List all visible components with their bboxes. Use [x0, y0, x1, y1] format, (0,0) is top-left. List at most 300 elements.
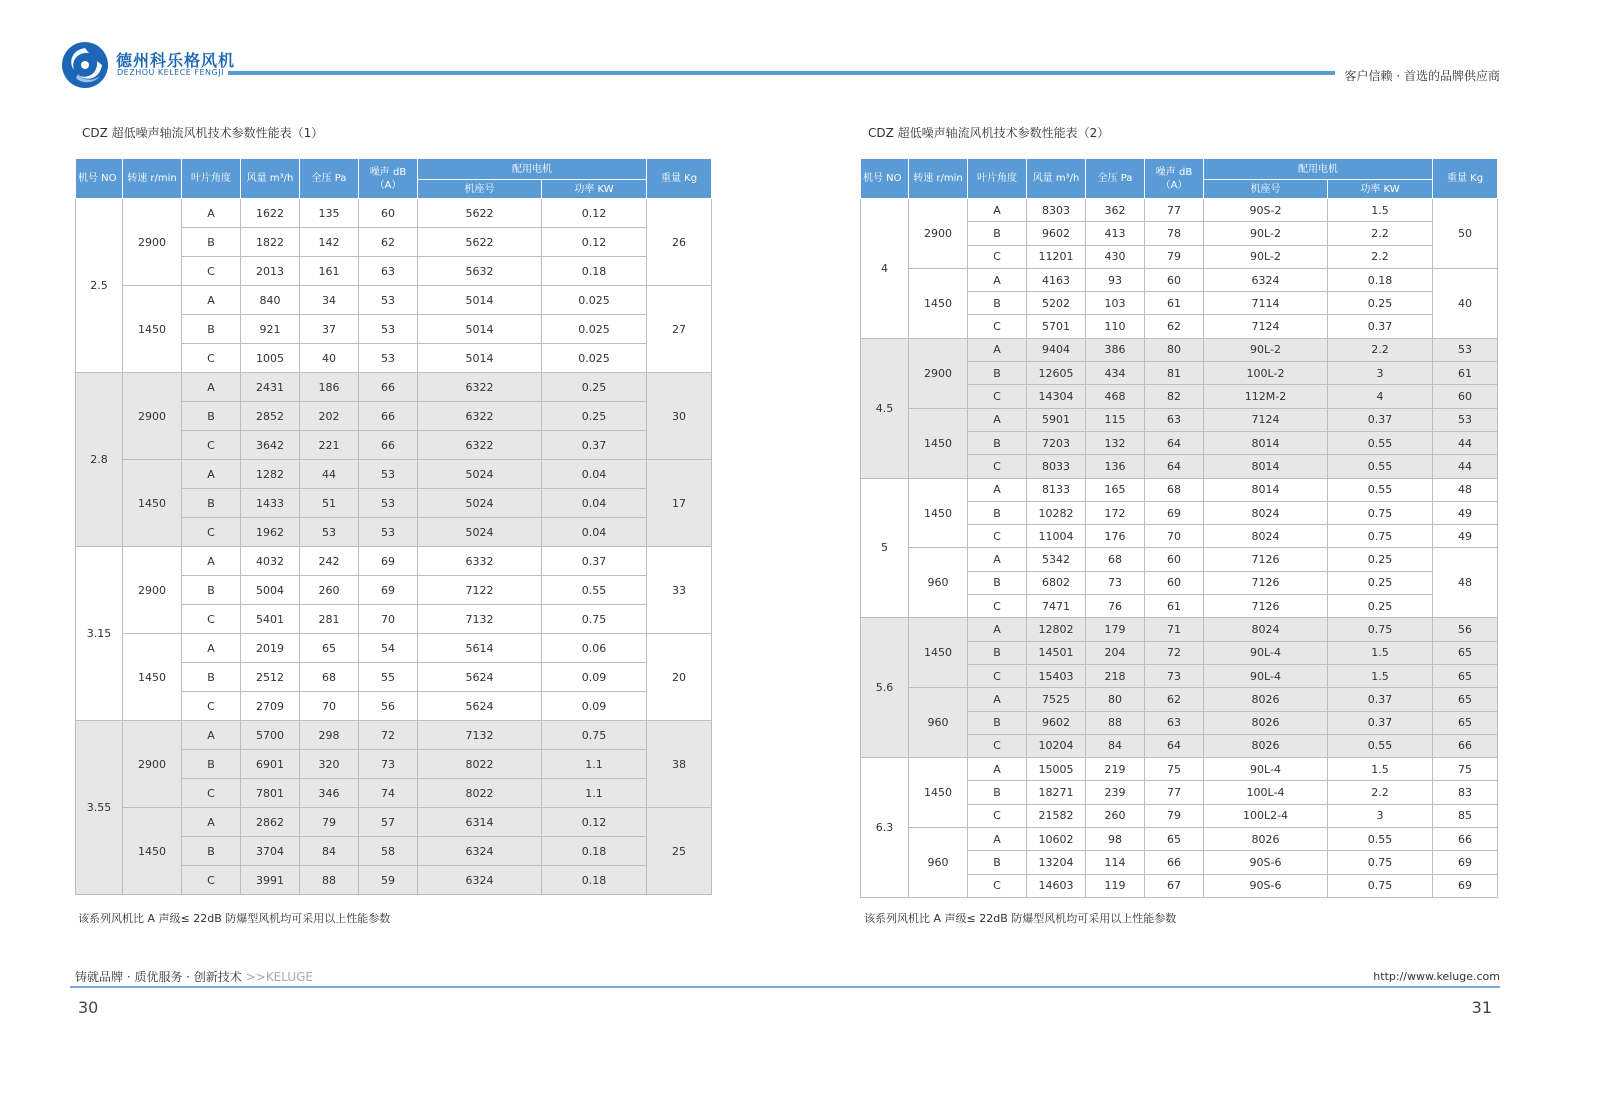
cell-power: 0.75	[1328, 874, 1433, 897]
cell-pressure: 165	[1086, 478, 1145, 501]
cell-noise: 64	[1145, 734, 1204, 757]
cell-flow: 3704	[241, 837, 300, 866]
cell-frame: 5014	[418, 315, 542, 344]
cell-power: 0.55	[542, 576, 647, 605]
cell-pressure: 298	[300, 721, 359, 750]
cell-angle: A	[182, 373, 241, 402]
cell-speed: 1450	[909, 268, 968, 338]
cell-flow: 1622	[241, 199, 300, 228]
cell-angle: B	[968, 851, 1027, 874]
cell-speed: 2900	[123, 199, 182, 286]
cell-frame: 90S-2	[1204, 199, 1328, 222]
table-row	[861, 758, 1498, 781]
cell-frame: 7122	[418, 576, 542, 605]
company-logo	[62, 42, 108, 88]
cell-noise: 67	[1145, 874, 1204, 897]
cell-power: 0.09	[542, 663, 647, 692]
cell-flow: 10282	[1027, 501, 1086, 524]
col-header-motor: 配用电机	[418, 159, 647, 180]
cell-angle: B	[182, 750, 241, 779]
cell-noise: 79	[1145, 804, 1204, 827]
cell-flow: 1433	[241, 489, 300, 518]
cell-flow: 13204	[1027, 851, 1086, 874]
table-row	[861, 199, 1498, 222]
cell-noise: 66	[1145, 851, 1204, 874]
cell-power: 0.025	[542, 286, 647, 315]
cell-angle: A	[968, 408, 1027, 431]
cell-flow: 5342	[1027, 548, 1086, 571]
cell-noise: 59	[359, 866, 418, 895]
cell-pressure: 346	[300, 779, 359, 808]
cell-power: 4	[1328, 385, 1433, 408]
cell-speed: 960	[909, 548, 968, 618]
cell-pressure: 114	[1086, 851, 1145, 874]
cell-noise: 64	[1145, 455, 1204, 478]
cell-speed: 1450	[909, 478, 968, 548]
cell-weight: 65	[1433, 688, 1498, 711]
cell-pressure: 260	[1086, 804, 1145, 827]
cell-noise: 78	[1145, 222, 1204, 245]
cell-weight: 60	[1433, 385, 1498, 408]
table-row	[861, 268, 1498, 291]
cell-angle: B	[182, 576, 241, 605]
cell-frame: 8024	[1204, 618, 1328, 641]
cell-pressure: 37	[300, 315, 359, 344]
cell-power: 0.37	[542, 547, 647, 576]
cell-flow: 4163	[1027, 268, 1086, 291]
cell-flow: 2013	[241, 257, 300, 286]
cell-angle: B	[968, 641, 1027, 664]
cell-power: 1.5	[1328, 199, 1433, 222]
cell-flow: 5202	[1027, 292, 1086, 315]
cell-noise: 63	[359, 257, 418, 286]
cell-weight: 20	[647, 634, 712, 721]
cell-angle: A	[968, 828, 1027, 851]
cell-pressure: 84	[300, 837, 359, 866]
cell-no: 6.3	[861, 758, 909, 898]
col-header-power: 功率 KW	[1328, 180, 1433, 199]
footer-url-link[interactable]: http://www.keluge.com	[1373, 970, 1500, 983]
cell-pressure: 362	[1086, 199, 1145, 222]
cell-pressure: 320	[300, 750, 359, 779]
cell-noise: 60	[1145, 548, 1204, 571]
cell-frame: 100L-2	[1204, 362, 1328, 385]
col-header-noise: 噪声 dB（A）	[359, 159, 418, 199]
header-slogan: 客户信赖 · 首选的品牌供应商	[1344, 69, 1500, 83]
table-row	[76, 199, 712, 228]
cell-noise: 62	[1145, 315, 1204, 338]
cell-speed: 2900	[123, 721, 182, 808]
cell-pressure: 434	[1086, 362, 1145, 385]
cell-weight: 65	[1433, 711, 1498, 734]
cell-speed: 1450	[123, 808, 182, 895]
footer-divider	[70, 986, 1500, 988]
cell-pressure: 221	[300, 431, 359, 460]
cell-power: 2.2	[1328, 245, 1433, 268]
cell-angle: A	[968, 688, 1027, 711]
cell-frame: 90L-4	[1204, 664, 1328, 687]
cell-pressure: 73	[1086, 571, 1145, 594]
cell-speed: 1450	[123, 460, 182, 547]
cell-noise: 69	[359, 547, 418, 576]
cell-flow: 2862	[241, 808, 300, 837]
cell-flow: 10204	[1027, 734, 1086, 757]
cell-noise: 63	[1145, 408, 1204, 431]
cell-weight: 48	[1433, 548, 1498, 618]
cell-noise: 71	[1145, 618, 1204, 641]
col-header-noise: 噪声 dB（A）	[1145, 159, 1204, 199]
cell-flow: 18271	[1027, 781, 1086, 804]
cell-pressure: 132	[1086, 431, 1145, 454]
cell-frame: 6324	[1204, 268, 1328, 291]
cell-pressure: 70	[300, 692, 359, 721]
cell-weight: 30	[647, 373, 712, 460]
cell-no: 5.6	[861, 618, 909, 758]
cell-angle: C	[968, 315, 1027, 338]
cell-power: 0.09	[542, 692, 647, 721]
cell-angle: B	[182, 402, 241, 431]
cell-noise: 68	[1145, 478, 1204, 501]
cell-flow: 9404	[1027, 338, 1086, 361]
cell-weight: 66	[1433, 828, 1498, 851]
cell-frame: 90L-4	[1204, 758, 1328, 781]
cell-speed: 1450	[909, 408, 968, 478]
cell-flow: 15403	[1027, 664, 1086, 687]
table-row	[76, 460, 712, 489]
cell-frame: 6322	[418, 373, 542, 402]
col-header-no: 机号 NO	[861, 159, 909, 199]
cell-noise: 53	[359, 286, 418, 315]
cell-noise: 53	[359, 460, 418, 489]
cell-flow: 2512	[241, 663, 300, 692]
cell-angle: C	[968, 874, 1027, 897]
cell-noise: 61	[1145, 292, 1204, 315]
table-row	[861, 338, 1498, 361]
cell-angle: C	[182, 518, 241, 547]
cell-flow: 5901	[1027, 408, 1086, 431]
cell-flow: 8133	[1027, 478, 1086, 501]
cell-noise: 53	[359, 518, 418, 547]
cell-pressure: 136	[1086, 455, 1145, 478]
cell-frame: 6324	[418, 837, 542, 866]
cell-angle: B	[968, 222, 1027, 245]
table-title-1: CDZ 超低噪声轴流风机技术参数性能表（1）	[82, 126, 324, 140]
cell-frame: 90S-6	[1204, 874, 1328, 897]
cell-noise: 61	[1145, 595, 1204, 618]
cell-noise: 64	[1145, 431, 1204, 454]
cell-noise: 56	[359, 692, 418, 721]
cell-power: 0.25	[1328, 571, 1433, 594]
cell-frame: 7126	[1204, 571, 1328, 594]
col-header-flow: 风量 m³/h	[241, 159, 300, 199]
cell-weight: 85	[1433, 804, 1498, 827]
cell-power: 0.55	[1328, 828, 1433, 851]
cell-pressure: 84	[1086, 734, 1145, 757]
cell-weight: 26	[647, 199, 712, 286]
performance-table-2	[860, 158, 1498, 898]
cell-angle: B	[968, 501, 1027, 524]
cell-pressure: 242	[300, 547, 359, 576]
cell-flow: 15005	[1027, 758, 1086, 781]
cell-frame: 5622	[418, 228, 542, 257]
cell-pressure: 76	[1086, 595, 1145, 618]
cell-power: 2.2	[1328, 338, 1433, 361]
table-row	[76, 286, 712, 315]
col-header-frame: 机座号	[418, 180, 542, 199]
cell-frame: 8024	[1204, 525, 1328, 548]
cell-noise: 75	[1145, 758, 1204, 781]
cell-noise: 58	[359, 837, 418, 866]
cell-angle: B	[968, 781, 1027, 804]
cell-power: 0.55	[1328, 734, 1433, 757]
cell-angle: A	[968, 758, 1027, 781]
cell-power: 0.18	[542, 837, 647, 866]
cell-angle: B	[968, 571, 1027, 594]
cell-pressure: 53	[300, 518, 359, 547]
cell-pressure: 219	[1086, 758, 1145, 781]
cell-frame: 8026	[1204, 828, 1328, 851]
cell-angle: C	[182, 866, 241, 895]
table-title-2: CDZ 超低噪声轴流风机技术参数性能表（2）	[868, 126, 1110, 140]
table-row	[861, 828, 1498, 851]
cell-pressure: 430	[1086, 245, 1145, 268]
cell-angle: A	[968, 548, 1027, 571]
cell-noise: 66	[359, 402, 418, 431]
col-header-speed: 转速 r/min	[909, 159, 968, 199]
cell-frame: 6324	[418, 866, 542, 895]
cell-flow: 14304	[1027, 385, 1086, 408]
cell-angle: C	[182, 431, 241, 460]
cell-noise: 66	[359, 373, 418, 402]
cell-frame: 8026	[1204, 734, 1328, 757]
cell-noise: 77	[1145, 781, 1204, 804]
cell-power: 0.25	[1328, 595, 1433, 618]
cell-power: 0.75	[542, 605, 647, 634]
cell-power: 0.25	[1328, 548, 1433, 571]
table-row	[861, 478, 1498, 501]
cell-flow: 1962	[241, 518, 300, 547]
cell-noise: 60	[359, 199, 418, 228]
cell-weight: 25	[647, 808, 712, 895]
cell-flow: 9602	[1027, 222, 1086, 245]
cell-frame: 8026	[1204, 711, 1328, 734]
cell-pressure: 468	[1086, 385, 1145, 408]
cell-power: 0.75	[1328, 618, 1433, 641]
cell-weight: 17	[647, 460, 712, 547]
cell-weight: 48	[1433, 478, 1498, 501]
cell-flow: 2019	[241, 634, 300, 663]
cell-flow: 4032	[241, 547, 300, 576]
cell-flow: 2431	[241, 373, 300, 402]
cell-noise: 53	[359, 315, 418, 344]
cell-flow: 7471	[1027, 595, 1086, 618]
cell-pressure: 88	[1086, 711, 1145, 734]
cell-flow: 12802	[1027, 618, 1086, 641]
cell-power: 0.04	[542, 518, 647, 547]
cell-frame: 8022	[418, 779, 542, 808]
cell-noise: 82	[1145, 385, 1204, 408]
cell-noise: 65	[1145, 828, 1204, 851]
cell-noise: 81	[1145, 362, 1204, 385]
cell-power: 0.75	[542, 721, 647, 750]
cell-power: 1.1	[542, 750, 647, 779]
cell-weight: 53	[1433, 408, 1498, 431]
table-row	[861, 408, 1498, 431]
cell-frame: 8022	[418, 750, 542, 779]
cell-angle: A	[968, 199, 1027, 222]
cell-frame: 6322	[418, 402, 542, 431]
cell-weight: 44	[1433, 455, 1498, 478]
cell-power: 0.37	[542, 431, 647, 460]
cell-power: 0.18	[1328, 268, 1433, 291]
cell-angle: C	[968, 525, 1027, 548]
cell-frame: 90L-2	[1204, 222, 1328, 245]
cell-flow: 5004	[241, 576, 300, 605]
cell-power: 3	[1328, 804, 1433, 827]
col-header-weight: 重量 Kg	[647, 159, 712, 199]
table-row	[76, 634, 712, 663]
cell-power: 0.75	[1328, 501, 1433, 524]
cell-pressure: 68	[300, 663, 359, 692]
cell-pressure: 413	[1086, 222, 1145, 245]
cell-pressure: 179	[1086, 618, 1145, 641]
cell-no: 4	[861, 199, 909, 339]
cell-frame: 5024	[418, 518, 542, 547]
cell-frame: 8014	[1204, 455, 1328, 478]
cell-flow: 6901	[241, 750, 300, 779]
cell-pressure: 142	[300, 228, 359, 257]
cell-angle: A	[968, 338, 1027, 361]
cell-power: 0.75	[1328, 525, 1433, 548]
cell-power: 0.06	[542, 634, 647, 663]
cell-noise: 53	[359, 344, 418, 373]
cell-angle: C	[182, 779, 241, 808]
cell-frame: 5622	[418, 199, 542, 228]
cell-frame: 7126	[1204, 595, 1328, 618]
cell-frame: 5614	[418, 634, 542, 663]
cell-pressure: 79	[300, 808, 359, 837]
table-row	[76, 808, 712, 837]
col-header-no: 机号 NO	[76, 159, 123, 199]
cell-pressure: 98	[1086, 828, 1145, 851]
brand-name-cn: 德州科乐格风机	[116, 51, 236, 70]
cell-pressure: 44	[300, 460, 359, 489]
cell-flow: 5701	[1027, 315, 1086, 338]
cell-frame: 100L2-4	[1204, 804, 1328, 827]
table-row	[76, 547, 712, 576]
cell-weight: 69	[1433, 874, 1498, 897]
cell-frame: 7126	[1204, 548, 1328, 571]
cell-angle: B	[182, 489, 241, 518]
cell-noise: 62	[359, 228, 418, 257]
cell-power: 1.1	[542, 779, 647, 808]
cell-power: 0.37	[1328, 315, 1433, 338]
cell-speed: 960	[909, 688, 968, 758]
cell-power: 0.12	[542, 228, 647, 257]
cell-flow: 1282	[241, 460, 300, 489]
cell-frame: 6322	[418, 431, 542, 460]
table-row	[861, 688, 1498, 711]
cell-angle: A	[182, 634, 241, 663]
cell-weight: 66	[1433, 734, 1498, 757]
cell-angle: B	[968, 711, 1027, 734]
cell-flow: 9602	[1027, 711, 1086, 734]
cell-flow: 1822	[241, 228, 300, 257]
cell-flow: 11004	[1027, 525, 1086, 548]
cell-weight: 38	[647, 721, 712, 808]
cell-flow: 2852	[241, 402, 300, 431]
performance-table-1	[75, 158, 712, 895]
cell-power: 0.025	[542, 315, 647, 344]
cell-speed: 2900	[123, 373, 182, 460]
footer-slogan	[75, 968, 313, 985]
cell-pressure: 65	[300, 634, 359, 663]
cell-speed: 1450	[909, 758, 968, 828]
cell-flow: 8033	[1027, 455, 1086, 478]
cell-weight: 83	[1433, 781, 1498, 804]
cell-pressure: 93	[1086, 268, 1145, 291]
cell-flow: 1005	[241, 344, 300, 373]
cell-pressure: 204	[1086, 641, 1145, 664]
cell-no: 2.8	[76, 373, 123, 547]
cell-speed: 1450	[123, 634, 182, 721]
cell-pressure: 34	[300, 286, 359, 315]
cell-pressure: 239	[1086, 781, 1145, 804]
cell-noise: 60	[1145, 268, 1204, 291]
cell-weight: 69	[1433, 851, 1498, 874]
cell-angle: C	[182, 605, 241, 634]
cell-angle: A	[182, 199, 241, 228]
cell-speed: 960	[909, 828, 968, 898]
cell-angle: B	[182, 228, 241, 257]
cell-angle: B	[968, 362, 1027, 385]
cell-pressure: 119	[1086, 874, 1145, 897]
cell-angle: A	[968, 268, 1027, 291]
cell-flow: 14501	[1027, 641, 1086, 664]
col-header-power: 功率 KW	[542, 180, 647, 199]
cell-frame: 7132	[418, 721, 542, 750]
cell-speed: 2900	[909, 199, 968, 269]
cell-noise: 62	[1145, 688, 1204, 711]
cell-flow: 12605	[1027, 362, 1086, 385]
col-header-angle: 叶片角度	[968, 159, 1027, 199]
cell-frame: 6314	[418, 808, 542, 837]
table-row	[861, 548, 1498, 571]
cell-flow: 11201	[1027, 245, 1086, 268]
cell-power: 0.04	[542, 460, 647, 489]
cell-angle: C	[968, 664, 1027, 687]
cell-pressure: 281	[300, 605, 359, 634]
cell-pressure: 103	[1086, 292, 1145, 315]
col-header-angle: 叶片角度	[182, 159, 241, 199]
table-row	[76, 721, 712, 750]
cell-angle: B	[968, 431, 1027, 454]
col-header-frame: 机座号	[1204, 180, 1328, 199]
cell-flow: 5700	[241, 721, 300, 750]
cell-angle: B	[968, 292, 1027, 315]
cell-pressure: 115	[1086, 408, 1145, 431]
cell-power: 1.5	[1328, 641, 1433, 664]
cell-flow: 6802	[1027, 571, 1086, 594]
cell-frame: 7132	[418, 605, 542, 634]
cell-power: 0.37	[1328, 408, 1433, 431]
cell-pressure: 88	[300, 866, 359, 895]
cell-noise: 70	[359, 605, 418, 634]
cell-frame: 5024	[418, 489, 542, 518]
cell-weight: 53	[1433, 338, 1498, 361]
cell-frame: 8014	[1204, 478, 1328, 501]
cell-speed: 1450	[909, 618, 968, 688]
